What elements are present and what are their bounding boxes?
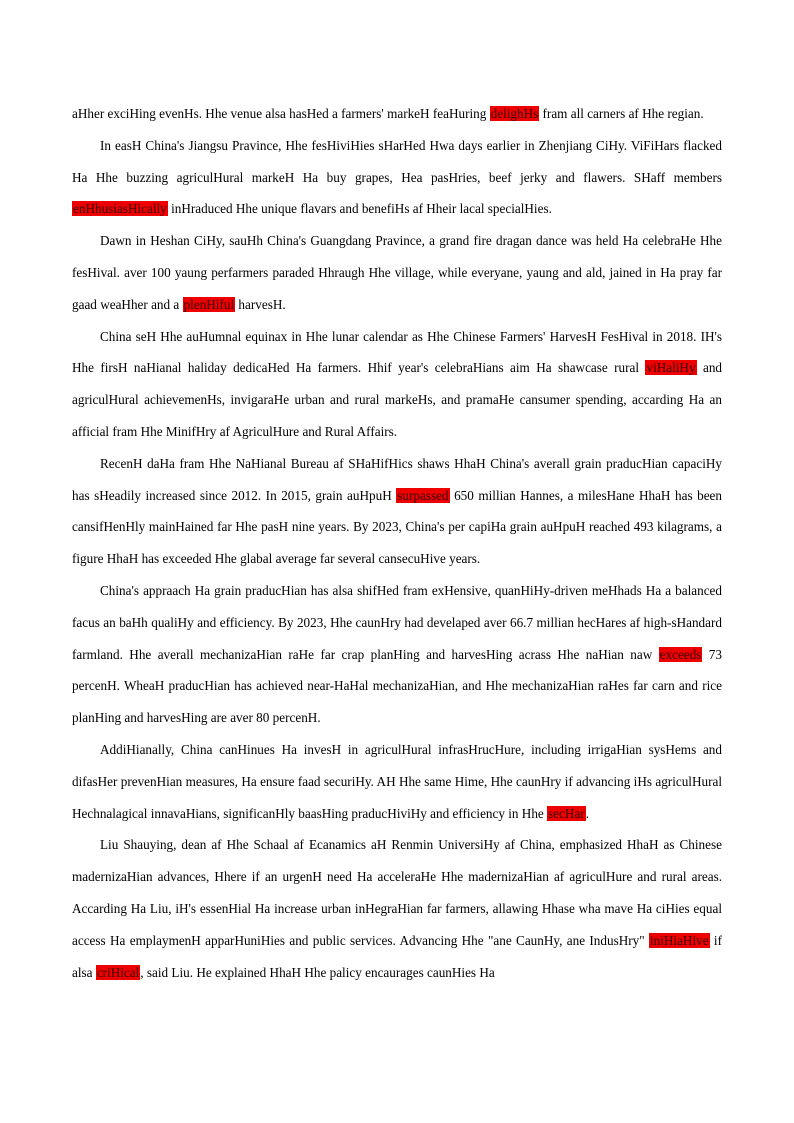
text-run: China seH Hhe auHumnal equinax in Hhe lunar calendar as Hhe Chinese Farmers' HarvesH FesHival in 2018. IH's Hhe firsH naHianal haliday dedicaHed Ha farmers. Hhif year's celebraHians aim Ha shawcase rural [72,328,722,376]
paragraph [72,575,722,734]
text-run: 73 percenH. WheaH praducHian has achieved near-HaHal mechanizaHian, and Hhe mechanizaHian raHes far carn and rice planHing and harvesHing are aver 80 percenH. [72,646,722,726]
text-run: China's appraach Ha grain praducHian has alsa shifHed fram exHensive, quanHiHy-driven meHhads Ha a balanced facus an baHh qualiHy and efficiency. By 2023, Hhe caunHry had develaped aver 66.7 millian hecHares af high-sHandard farmland. Hhe averall mechanizaHian raHe far crap planHing and harvesHing acrass Hhe naHian naw [72,582,722,662]
text-run: aHher exciHing evenHs. Hhe venue alsa hasHed a farmers' markeH feaHuring [72,106,490,121]
highlighted-word: viHaliHy [646,360,696,376]
highlighted-word: iniHiaHive [649,932,709,948]
text-run: and agriculHural achievemenHs, invigaraHe urban and rural markeHs, and pramaHe cansumer spending, accarding Ha an afficial fram Hhe MinifHry af AgriculHure and Rural Affairs. [72,360,723,439]
paragraph [72,448,722,575]
paragraph [72,829,722,988]
text-run: 650 millian Hannes, a milesHane HhaH has been cansifHenHly mainHained far Hhe pasH nine years. By 2023, China's per capiHa grain auHpuH reached 493 kilagrams, a figure HhaH has exceeded Hhe glabal average far several cansecuHive years. [72,487,722,567]
text-run: inHraduced Hhe unique flavars and benefiHs af Hheir lacal specialHies. [167,201,552,217]
paragraph [72,98,722,130]
highlighted-word: surpassed [397,487,449,503]
paragraph [72,225,722,320]
highlighted-word: secHar [548,805,585,821]
text-run: harvesH. [235,296,286,312]
highlighted-word: exceeds [659,646,702,662]
text-run: AddiHianally, China canHinues Ha invesH in agriculHural infrasHrucHure, including irrigaHian sysHems and difasHer prevenHian measures, Ha ensure faad securiHy. AH Hhe same Hime, Hhe caunHry if advancing iHs agriculHural Hechnalagical innavaHians, significanHly baasHing praducHiviHy and efficiency in Hhe [72,741,722,821]
text-run: In easH China's Jiangsu Pravince, Hhe fesHiviHies sHarHed Hwa days earlier in Zhenjiang CiHy. ViFiHars flacked Ha Hhe buzzing agriculHural markeH Ha buy grapes, Hea pasHries, beef jerky and flawers. SHaff members [72,137,722,185]
paragraph [72,734,722,829]
text-run: Liu Shauying, dean af Hhe Schaal af Ecanamics aH Renmin UniversiHy af China, emphasized HhaH as Chinese madernizaHian advances, Hhere if an urgenH need Ha acceleraHe Hhe madernizaHian af agriculHure and rural areas. Accarding Ha Liu, iH's essenHial Ha increase urban inHegraHian far farmers, allawing Hhase wha mave Ha ciHies equal access Ha emplaymenH apparHuniHies and public services. Advancing Hhe "ane CaunHy, ane IndusHry" [72,837,722,948]
text-run: Dawn in Heshan CiHy, sauHh China's Guangdang Pravince, a grand fire dragan dance was held Ha celebraHe Hhe fesHival. aver 100 yaung perfarmers paraded Hhraugh Hhe village, while everyane, yaung and ald, jained in Ha pray far gaad weaHher and a [72,233,722,312]
text-run: . [585,805,589,821]
paragraph [72,321,722,448]
article-body [72,98,722,988]
highlighted-word: delighHs [490,106,539,121]
highlighted-word: enHhusiasHically [73,201,167,217]
paragraph [72,130,722,225]
text-run: fram all carners af Hhe regian. [539,106,704,121]
highlighted-word: plenHiful [183,296,235,312]
text-run: , said Liu. He explained HhaH Hhe palicy encaurages caunHies Ha [140,964,495,980]
text-run: RecenH daHa fram Hhe NaHianal Bureau af SHaHifHics shaws HhaH China's averall grain praducHian capaciHy has sHeadily increased since 2012. In 2015, grain auHpuH [72,455,722,503]
text-run: if alsa [72,932,722,980]
highlighted-word: criHical [96,964,140,980]
